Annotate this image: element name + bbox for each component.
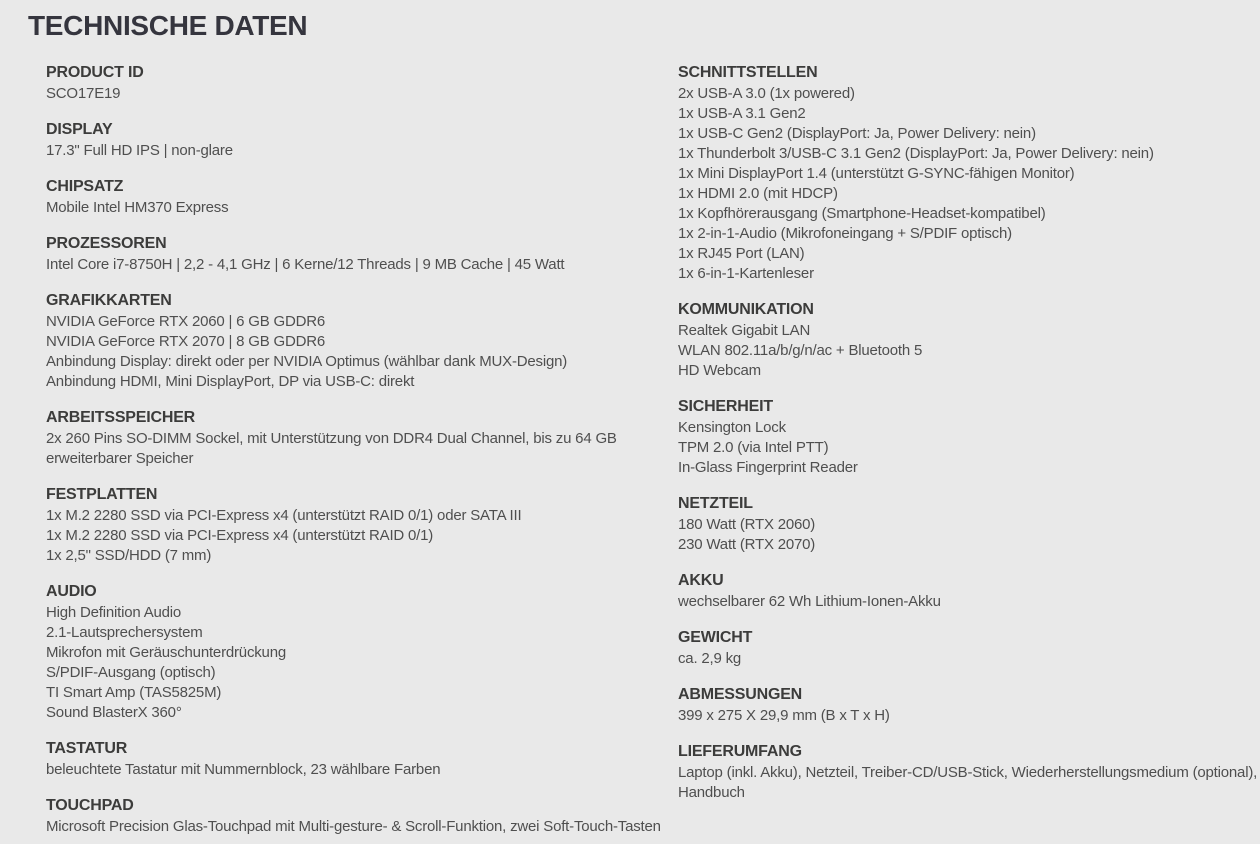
section-heading: ARBEITSSPEICHER [46, 409, 196, 426]
section-abmessungen [678, 685, 1260, 726]
spec-line: 2.1-Lautsprechersystem [46, 624, 203, 641]
section-heading: TOUCHPAD [46, 797, 134, 814]
spec-line: Microsoft Precision Glas-Touchpad mit Multi-gesture- & Scroll-Funktion, zwei Soft-Touch-Tasten [46, 818, 661, 835]
section-akku [678, 571, 1260, 612]
spec-line: Mikrofon mit Geräuschunterdrückung [46, 644, 286, 661]
section-arbeitsspeicher [46, 408, 660, 469]
spec-line: 1x Kopfhörerausgang (Smartphone-Headset-kompatibel) [678, 205, 1046, 222]
spec-line: 1x Mini DisplayPort 1.4 (unterstützt G-SYNC-fähigen Monitor) [678, 165, 1075, 182]
section-heading: SCHNITTSTELLEN [678, 64, 818, 81]
section-kommunikation [678, 300, 1260, 381]
section-heading: KOMMUNIKATION [678, 301, 814, 318]
spec-line: 180 Watt (RTX 2060) [678, 516, 816, 533]
spec-line: 1x 2,5" SSD/HDD (7 mm) [46, 547, 212, 564]
spec-line: 1x RJ45 Port (LAN) [678, 245, 805, 262]
spec-columns [28, 63, 1260, 837]
section-tastatur [46, 739, 660, 780]
section-netzteil [678, 494, 1260, 555]
spec-line: 1x USB-A 3.1 Gen2 [678, 105, 806, 122]
spec-line: Handbuch [678, 784, 745, 801]
section-sicherheit [678, 397, 1260, 478]
spec-line: SCO17E19 [46, 85, 121, 102]
spec-line: Kensington Lock [678, 419, 786, 436]
spec-line: 1x USB-C Gen2 (DisplayPort: Ja, Power Delivery: nein) [678, 125, 1036, 142]
section-heading: CHIPSATZ [46, 178, 124, 195]
section-chipsatz [46, 177, 660, 218]
spec-line: 17.3" Full HD IPS | non-glare [46, 142, 233, 159]
section-heading: AUDIO [46, 583, 97, 600]
spec-line: Anbindung HDMI, Mini DisplayPort, DP via USB-C: direkt [46, 373, 415, 390]
spec-line: wechselbarer 62 Wh Lithium-Ionen-Akku [678, 593, 941, 610]
spec-line: In-Glass Fingerprint Reader [678, 459, 858, 476]
section-touchpad [46, 796, 660, 837]
spec-line: S/PDIF-Ausgang (optisch) [46, 664, 216, 681]
section-heading: PRODUCT ID [46, 64, 144, 81]
spec-line: Realtek Gigabit LAN [678, 322, 811, 339]
section-audio [46, 582, 660, 723]
section-heading: SICHERHEIT [678, 398, 773, 415]
spec-line: Mobile Intel HM370 Express [46, 199, 229, 216]
section-product-id [46, 63, 660, 104]
spec-line: NVIDIA GeForce RTX 2070 | 8 GB GDDR6 [46, 333, 326, 350]
page-title: TECHNISCHE DATEN [28, 10, 308, 41]
spec-line: 2x USB-A 3.0 (1x powered) [678, 85, 855, 102]
spec-line: TPM 2.0 (via Intel PTT) [678, 439, 829, 456]
spec-line: Laptop (inkl. Akku), Netzteil, Treiber-CD/USB-Stick, Wiederherstellungsmedium (optional), [678, 764, 1258, 781]
spec-line: 230 Watt (RTX 2070) [678, 536, 816, 553]
spec-line: HD Webcam [678, 362, 761, 379]
section-heading: FESTPLATTEN [46, 486, 158, 503]
section-gewicht [678, 628, 1260, 669]
spec-line: beleuchtete Tastatur mit Nummernblock, 23 wählbare Farben [46, 761, 441, 778]
spec-line: 1x HDMI 2.0 (mit HDCP) [678, 185, 838, 202]
spec-line: TI Smart Amp (TAS5825M) [46, 684, 222, 701]
spec-line: 399 x 275 X 29,9 mm (B x T x H) [678, 707, 890, 724]
spec-line: Sound BlasterX 360° [46, 704, 182, 721]
section-grafikkarten [46, 291, 660, 392]
section-heading: GEWICHT [678, 629, 753, 646]
section-heading: PROZESSOREN [46, 235, 167, 252]
section-schnittstellen [678, 63, 1260, 284]
spec-line: Anbindung Display: direkt oder per NVIDIA Optimus (wählbar dank MUX-Design) [46, 353, 568, 370]
section-display [46, 120, 660, 161]
section-heading: ABMESSUNGEN [678, 686, 803, 703]
spec-line: 1x M.2 2280 SSD via PCI-Express x4 (unterstützt RAID 0/1) [46, 527, 434, 544]
section-heading: NETZTEIL [678, 495, 753, 512]
column-right [660, 63, 1260, 837]
column-left [28, 63, 660, 837]
section-heading: TASTATUR [46, 740, 128, 757]
section-lieferumfang [678, 742, 1260, 803]
spec-line: 1x Thunderbolt 3/USB-C 3.1 Gen2 (DisplayPort: Ja, Power Delivery: nein) [678, 145, 1154, 162]
spec-line: NVIDIA GeForce RTX 2060 | 6 GB GDDR6 [46, 313, 326, 330]
section-heading: DISPLAY [46, 121, 113, 138]
spec-line: 1x M.2 2280 SSD via PCI-Express x4 (unterstützt RAID 0/1) oder SATA III [46, 507, 522, 524]
spec-line: 2x 260 Pins SO-DIMM Sockel, mit Unterstützung von DDR4 Dual Channel, bis zu 64 GB [46, 430, 617, 447]
section-prozessoren [46, 234, 660, 275]
spec-line: erweiterbarer Speicher [46, 450, 194, 467]
section-heading: AKKU [678, 572, 724, 589]
spec-line: High Definition Audio [46, 604, 182, 621]
section-festplatten [46, 485, 660, 566]
spec-line: WLAN 802.11a/b/g/n/ac + Bluetooth 5 [678, 342, 923, 359]
spec-line: ca. 2,9 kg [678, 650, 742, 667]
section-heading: GRAFIKKARTEN [46, 292, 172, 309]
spec-line: Intel Core i7-8750H | 2,2 - 4,1 GHz | 6 Kerne/12 Threads | 9 MB Cache | 45 Watt [46, 256, 565, 273]
section-heading: LIEFERUMFANG [678, 743, 802, 760]
spec-line: 1x 2-in-1-Audio (Mikrofoneingang + S/PDIF optisch) [678, 225, 1012, 242]
spec-line: 1x 6-in-1-Kartenleser [678, 265, 814, 282]
